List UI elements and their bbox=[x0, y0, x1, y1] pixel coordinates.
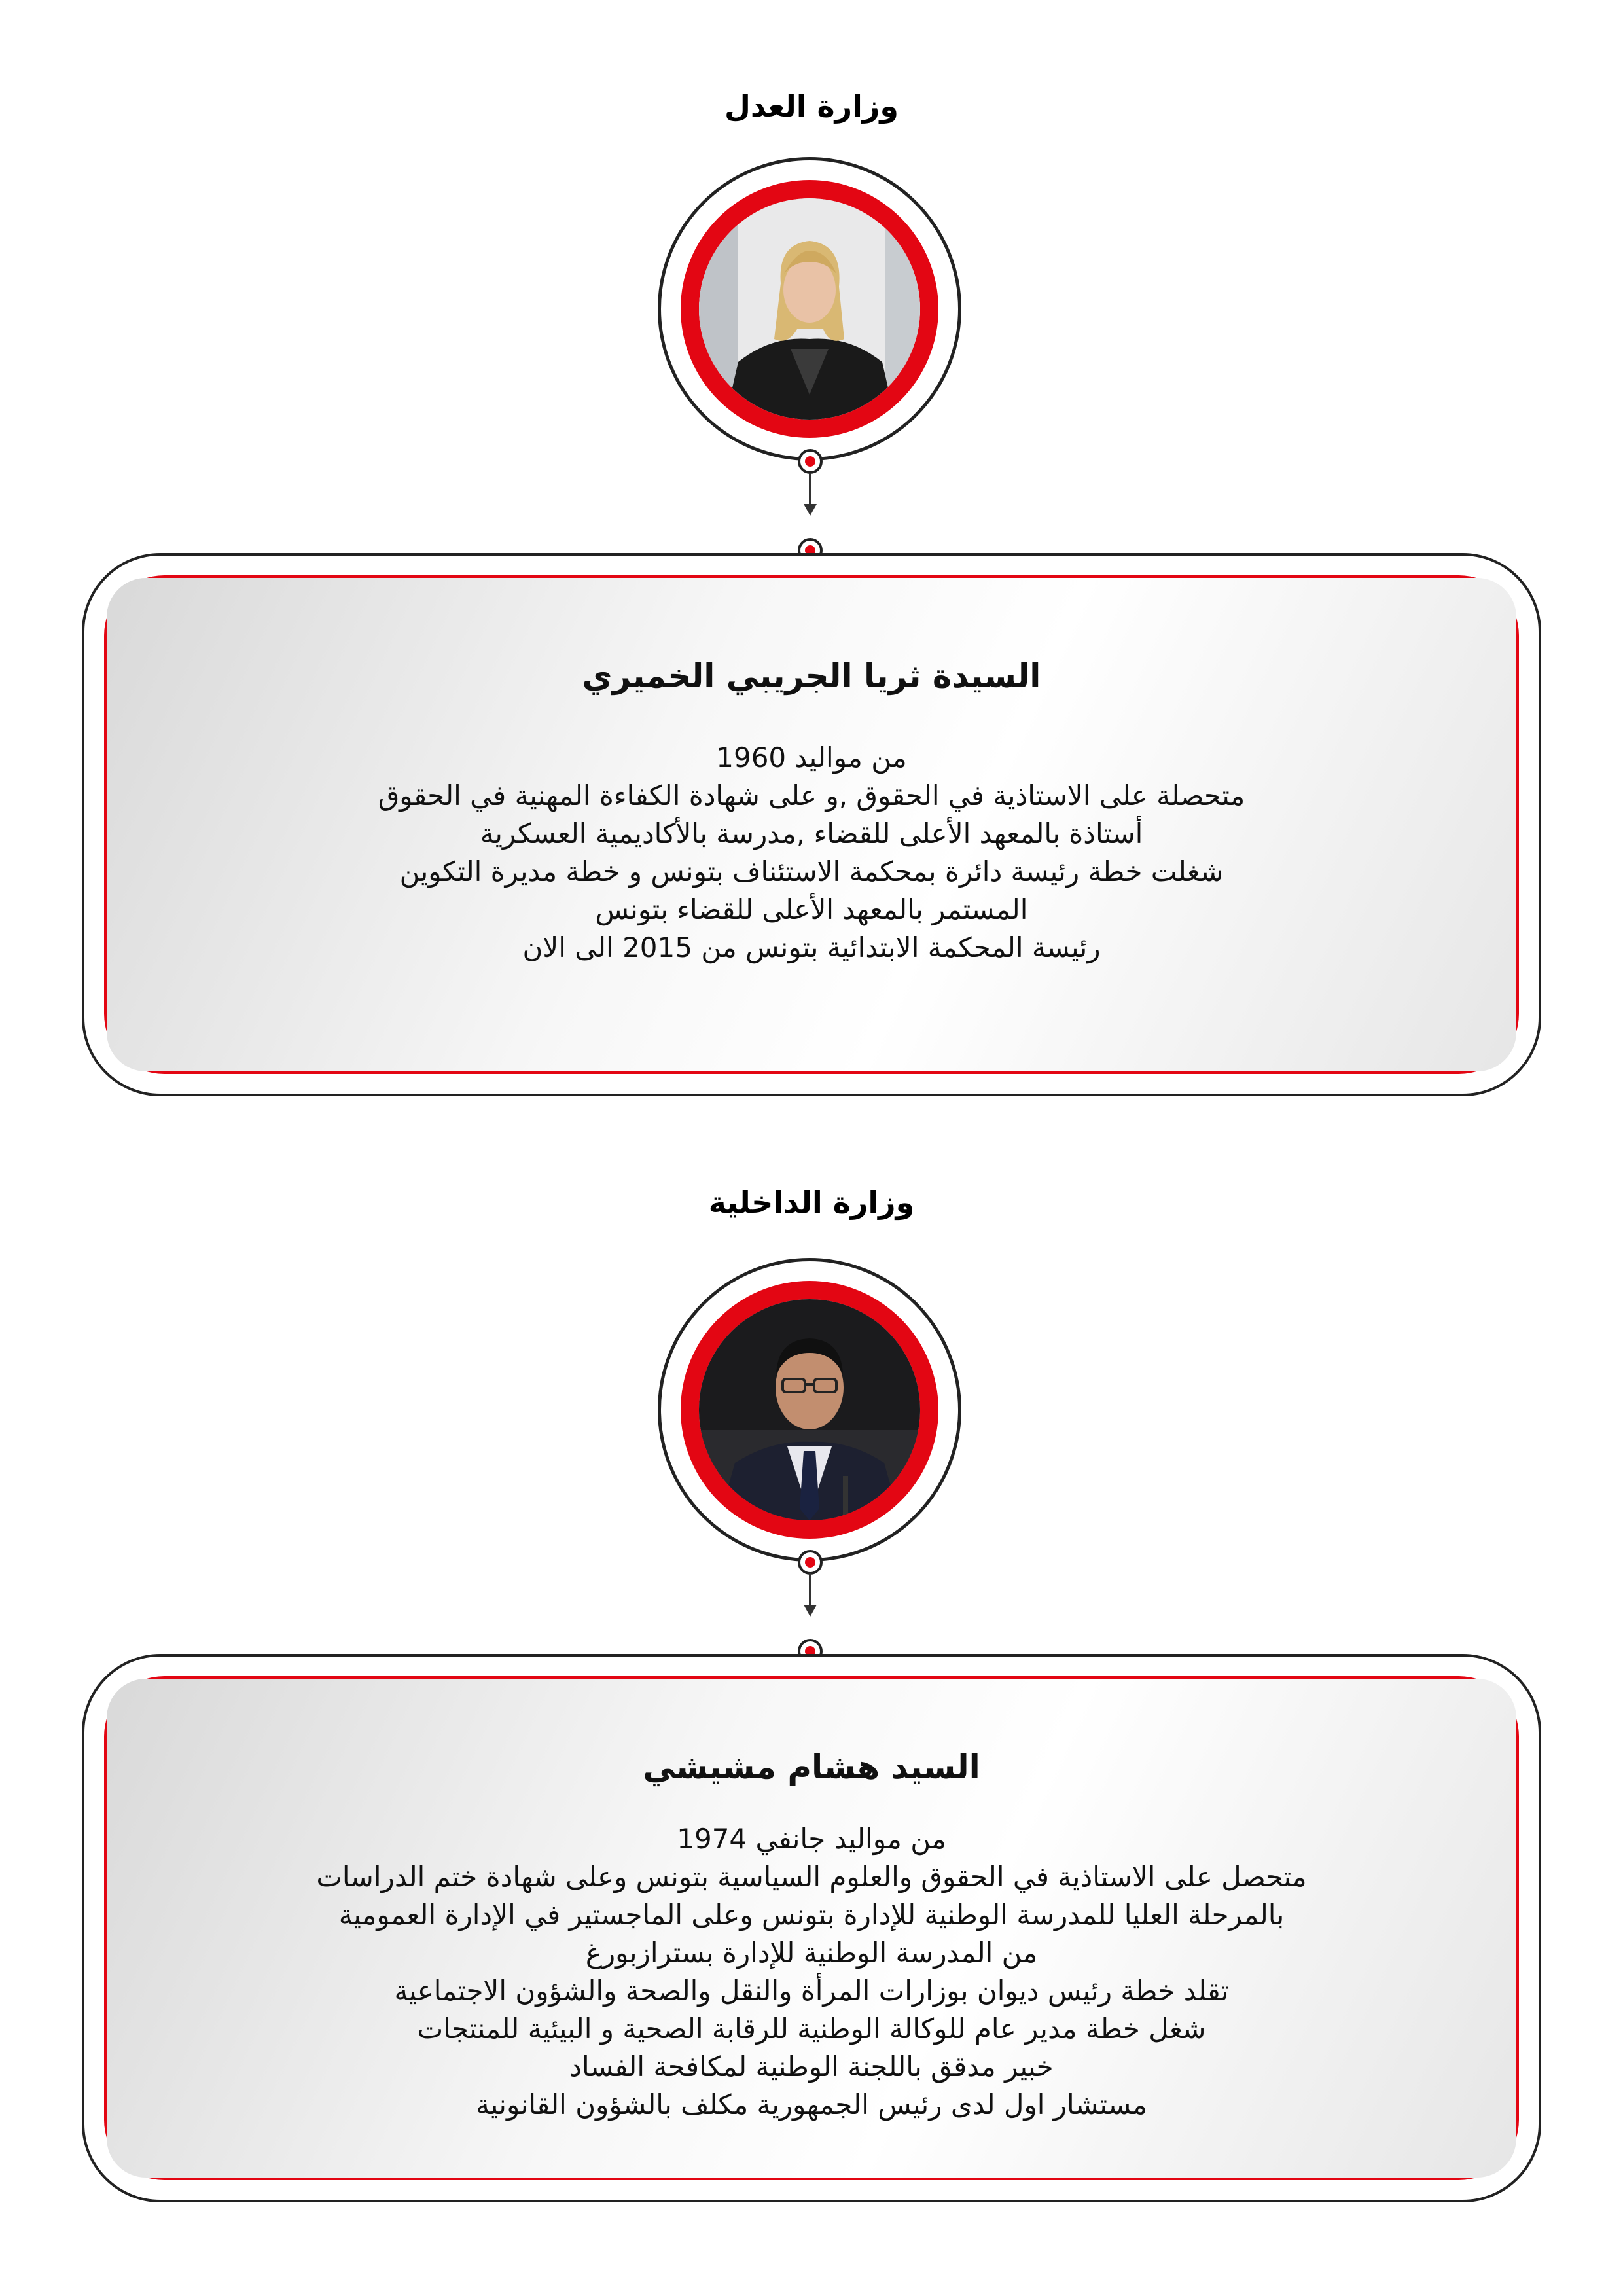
arrow-down-icon bbox=[804, 504, 817, 516]
bio-line: من مواليد 1960 bbox=[716, 742, 907, 774]
bio-line: رئيسة المحكمة الابتدائية بتونس من 2015 الى الان bbox=[522, 931, 1101, 963]
connector-dot bbox=[798, 449, 823, 474]
bio-line: مستشار اول لدى رئيس الجمهورية مكلف بالشؤون القانونية bbox=[476, 2089, 1147, 2121]
bio-line: متحصل على الاستاذية في الحقوق والعلوم السياسية بتونس وعلى شهادة ختم الدراسات bbox=[316, 1861, 1307, 1893]
bio-card bbox=[82, 553, 1541, 1096]
bio-line: متحصلة على الاستاذية في الحقوق ,و على شهادة الكفاءة المهنية في الحقوق bbox=[378, 780, 1245, 812]
connector-line bbox=[809, 473, 812, 504]
ministry-title: وزارة الداخلية bbox=[708, 1185, 915, 1220]
bio-line: أستاذة بالمعهد الأعلى للقضاء ,مدرسة بالأكاديمية العسكرية bbox=[480, 817, 1143, 850]
arrow-down-icon bbox=[804, 1605, 817, 1617]
portrait-man-icon bbox=[699, 1299, 920, 1520]
bio-card bbox=[82, 1654, 1541, 2202]
person-name: السيد هشام مشيشي bbox=[643, 1748, 980, 1786]
bio-line: من مواليد جانفي 1974 bbox=[677, 1823, 946, 1855]
bio-line: شغلت خطة رئيسة دائرة بمحكمة الاستئناف بتونس و خطة مديرة التكوين bbox=[399, 855, 1224, 888]
photo-frame bbox=[658, 157, 961, 461]
ministry-title: وزارة العدل bbox=[724, 88, 899, 124]
photo-frame bbox=[658, 1258, 961, 1562]
person-name: السيدة ثريا الجريبي الخميري bbox=[582, 657, 1041, 695]
bio-line: المستمر بالمعهد الأعلى للقضاء بتونس bbox=[595, 893, 1028, 925]
connector-dot bbox=[798, 1550, 823, 1575]
connector-line bbox=[809, 1573, 812, 1605]
bio-line: شغل خطة مدير عام للوكالة الوطنية للرقابة الصحية و البيئية للمنتجات bbox=[417, 2013, 1206, 2045]
bio-line: خبير مدقق باللجنة الوطنية لمكافحة الفساد bbox=[569, 2051, 1054, 2083]
bio-line: تقلد خطة رئيس ديوان بوزارات المرأة والنقل والصحة والشؤون الاجتماعية bbox=[394, 1975, 1229, 2007]
bio-line: بالمرحلة العليا للمدرسة الوطنية للإدارة بتونس وعلى الماجستير في الإدارة العمومية bbox=[338, 1899, 1285, 1931]
portrait-woman-icon bbox=[699, 198, 920, 420]
bio-line: من المدرسة الوطنية للإدارة بسترازبورغ bbox=[585, 1937, 1038, 1969]
